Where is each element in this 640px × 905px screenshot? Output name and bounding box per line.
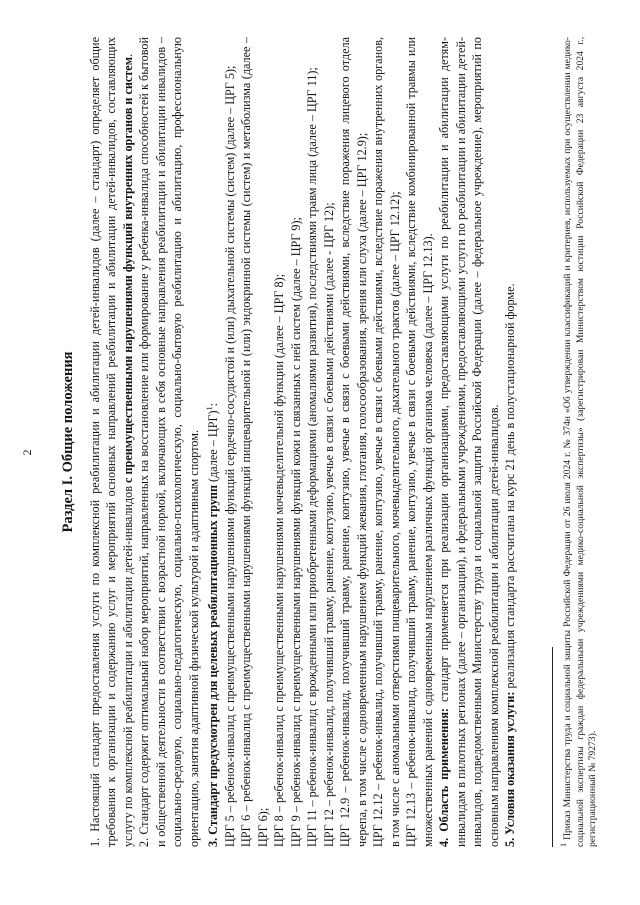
crg-item: ЦРГ 6 – ребенок-инвалид с преимущественными нарушениями функций пищеварительной и (или) эндокринной системы (систем) и метаболизма (далее – ЦРГ 6); — [239, 37, 270, 847]
paragraph-4-heading: 4. Область применения: — [437, 708, 452, 847]
crg-item: ЦРГ 12.12 – ребенок-инвалид, получивший травму, ранение, контузию, увечье в связи с боевыми действиями, вследствие поражения внутренних органов, в том числе с аномальными отверстиями пищеварительного, мочевыделительного, дыхательного трактов (далее – ЦРГ 12.12); — [371, 37, 402, 847]
crg-item: ЦРГ 5 – ребенок-инвалид с преимущественными нарушениями функций сердечно-сосудистой и (или) дыхательной системы (систем) (далее – ЦРГ 5); — [222, 65, 237, 847]
crg-item: ЦРГ 8 – ребенок-инвалид с преимущественными нарушениями мочевыделительной функции (далее – ЦРГ 8); — [272, 273, 287, 847]
crg-item: ЦРГ 12 – ребенок-инвалид, получивший травму, ранение, контузию, увечье в связи с боевыми действиями (далее - ЦРГ 12); — [321, 202, 336, 847]
footnote-ref: 1 — [205, 406, 214, 411]
paragraph-5: 5. Условия оказания услуги: реализация стандарта рассчитана на курс 21 день в полустационарной форме. — [503, 283, 518, 847]
crg-item: ЦРГ 12.9 – ребенок-инвалид, получивший травму, ранение, контузию, увечье в связи с боевыми действиями, вследствие поражения лицевого отдела черепа, в том числе с одновременным нарушением функций жевания, глотания, голосообразования, зрения или слуха (далее – ЦРГ 12.9); — [338, 37, 369, 847]
footnote-divider — [552, 647, 553, 847]
footnote-text: Приказ Министерства труда и социальной защиты Российской Федерации от 26 июля 2024 г. № 374н «Об утверждении классификаций и критериев, используемых при осуществлении медико-социальной экспертизы граждан федеральными учреждениями медико-социальной экспертизы» (зарегистрирован Министерством юстиции Российской Федерации 23 августа 2024 г., регистрационный № 79273). — [562, 37, 599, 847]
paragraph-5-heading: 5. Условия оказания услуги: — [503, 691, 518, 847]
crg-item: ЦРГ 9 – ребенок-инвалид с преимущественными нарушениями функций кожи и связанных с ней систем (далее – ЦРГ 9); — [288, 217, 303, 847]
paragraph-2: 2. Стандарт содержит оптимальный набор мероприятий, направленных на восстановление или формирование у ребенка-инвалида способностей к бытовой и общественной деятельности в соответствии с возрастной нормой, включающих в себя основные направления реабилитации и абилитации инвалидов – социально-средовую, социально-педагогическую, социально-психологическую, социально-бытовую реабилитацию и абилитацию, профессиональную ориентацию, занятия адаптивной физической культурой и адаптивным спортом. — [137, 37, 201, 847]
paragraph-3: 3. Стандарт предусмотрен для целевых реабилитационных групп (далее – ЦРГ)$^1$: — [205, 403, 221, 847]
section-title: Раздел I. Общие положения — [60, 351, 76, 533]
paragraph-3-heading: 3. Стандарт предусмотрен для целевых реабилитационных групп — [206, 485, 221, 847]
paragraph-1: 1. Настоящий стандарт предоставления услуги по комплексной реабилитации и абилитации детей-инвалидов (далее – стандарт) определяет общие требования к организации и содержанию услуг и мероприятий основных направлений реабилитации и абилитации детей-инвалидов, составляющих услугу по комплексной реабилитации и абилитации детей-инвалидов с преимущественными нарушениями функций внутренних органов и систем. — [87, 37, 135, 847]
crg-item: ЦРГ 11 – ребенок-инвалид с врожденными или приобретенными деформациями (аномалиями развития), последствиями травм лица (далее – ЦРГ 11); — [305, 67, 320, 847]
crg-item: ЦРГ 12.13 – ребенок-инвалид, получивший травму, ранение, контузию, увечье в связи с боевыми действиями, вследствие комбинированной травмы или множественных ранений с одновременным нарушением различных функций организма человека (далее – ЦРГ 12.13). — [404, 37, 435, 847]
paragraph-4: 4. Область применения: стандарт применяется при реализации организациями, предоставляющими услуги по реабилитации и абилитации детям-инвалидам в пилотных регионах (далее – организации), и федеральными учреждениями, предоставляющими услуги по реабилитации и абилитации детей-инвалидов, подведомственными Министерству труда и социальной защиты Российской Федерации (далее – федеральное учреждение), мероприятий по основным направлениям комплексной реабилитации и абилитации детей-инвалидов. — [437, 37, 501, 847]
footnote-marker: 1 — [559, 843, 568, 847]
page-number: 2 — [20, 449, 34, 456]
footnote — [558, 37, 600, 847]
document-body — [60, 37, 519, 847]
paragraph-1-emphasis: с преимущественными нарушениями функций внутренних органов и систем — [120, 57, 135, 483]
